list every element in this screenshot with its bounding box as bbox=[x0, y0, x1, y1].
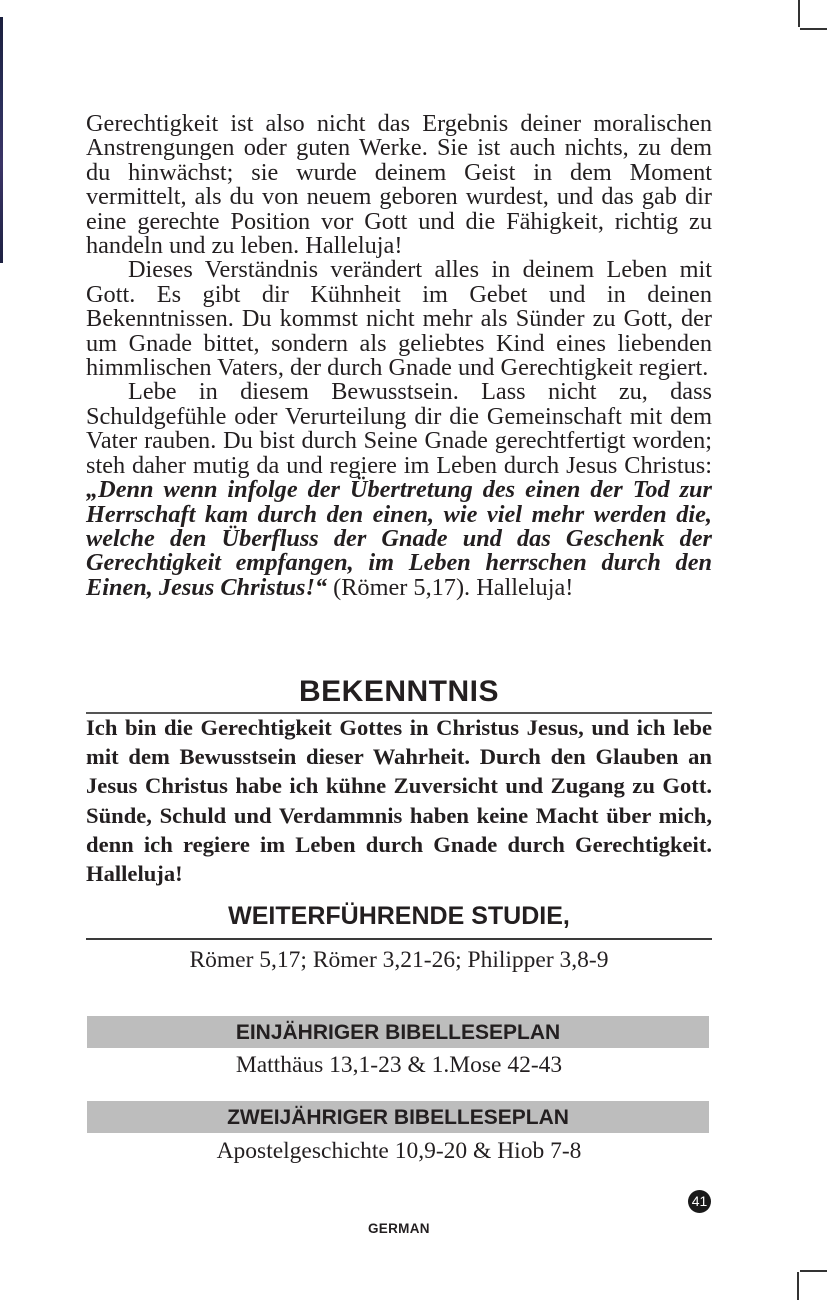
body-paragraph-3 bbox=[86, 380, 712, 600]
two-year-plan-references: Apostelgeschichte 10,9-20 & Hiob 7-8 bbox=[216, 1138, 582, 1164]
body-paragraph-2: Dieses Verständnis verändert alles in deinem Leben mit Gott. Es gibt dir Kühnheit im Gebet und in deinen Bekenntnissen. Du kommst nicht mehr als Sünder zu Gott, der um Gnade bittet, sondern als geliebtes Kind eines liebenden himmlischen Vaters, der durch Gnade und Gerechtigkeit regiert. bbox=[86, 256, 712, 382]
one-year-plan-heading: EINJÄHRIGER BIBELLESEPLAN bbox=[87, 1016, 709, 1048]
scripture-quote: „Denn wenn infolge der Übertretung des einen der Tod zur Herrschaft kam durch den einen, wie viel mehr werden die, welche den Überfluss der Gnade und das Geschenk der Gerechtigkeit empfangen, im Leben herrschen durch den Einen, Jesus Christus!“ bbox=[86, 476, 712, 601]
crop-mark-top-right-vertical bbox=[798, 0, 800, 27]
crop-mark-bottom-right-horizontal bbox=[800, 1270, 827, 1272]
devotional-body bbox=[86, 112, 712, 600]
crop-mark-bottom-right-vertical bbox=[797, 1272, 799, 1300]
confession-heading: BEKENNTNIS bbox=[298, 675, 499, 708]
paragraph-3-citation: (Römer 5,17). Halleluja! bbox=[327, 573, 574, 601]
further-study-heading: WEITERFÜHRENDE STUDIE, bbox=[228, 902, 570, 930]
confession-text: Ich bin die Gerechtigkeit Gottes in Christus Jesus, und ich lebe mit dem Bewusstsein dieser Wahrheit. Durch den Glauben an Jesus Christus habe ich kühne Zuversicht und Zugang zu Gott. Sünde, Schuld und Verdammnis haben keine Macht über mich, denn ich regiere im Leben durch Gnade durch Gerechtigkeit. Halleluja! bbox=[86, 715, 712, 887]
page-edge-strip bbox=[0, 17, 3, 263]
footer-language-label: GERMAN bbox=[368, 1221, 430, 1236]
paragraph-3-intro: Lebe in diesem Bewusstsein. Lass nicht zu, dass Schuldgefühle oder Verurteilung dir die Gemeinschaft mit dem Vater rauben. Du bist durch Seine Gnade gerechtfertigt worden; steh daher mutig da und regiere im Leben durch Jesus Christus: bbox=[86, 378, 712, 479]
page-number-badge: 41 bbox=[688, 1190, 711, 1213]
body-paragraph-1: Gerechtigkeit ist also nicht das Ergebnis deiner moralischen Anstrengungen oder guten Werke. Sie ist auch nichts, zu dem du hinwächst; sie wurde deinem Geist in dem Moment vermittelt, als du von neuem geboren wurdest, und das gab dir eine gerechte Position vor Gott und die Fähigkeit, richtig zu handeln und zu leben. Halleluja! bbox=[86, 110, 712, 260]
two-year-plan-heading: ZWEIJÄHRIGER BIBELLESEPLAN bbox=[87, 1101, 709, 1133]
further-study-references: Römer 5,17; Römer 3,21-26; Philipper 3,8-9 bbox=[189, 947, 609, 973]
further-study-divider bbox=[86, 938, 712, 940]
one-year-plan-references: Matthäus 13,1-23 & 1.Mose 42-43 bbox=[235, 1052, 563, 1078]
crop-mark-top-right-horizontal bbox=[800, 28, 827, 30]
